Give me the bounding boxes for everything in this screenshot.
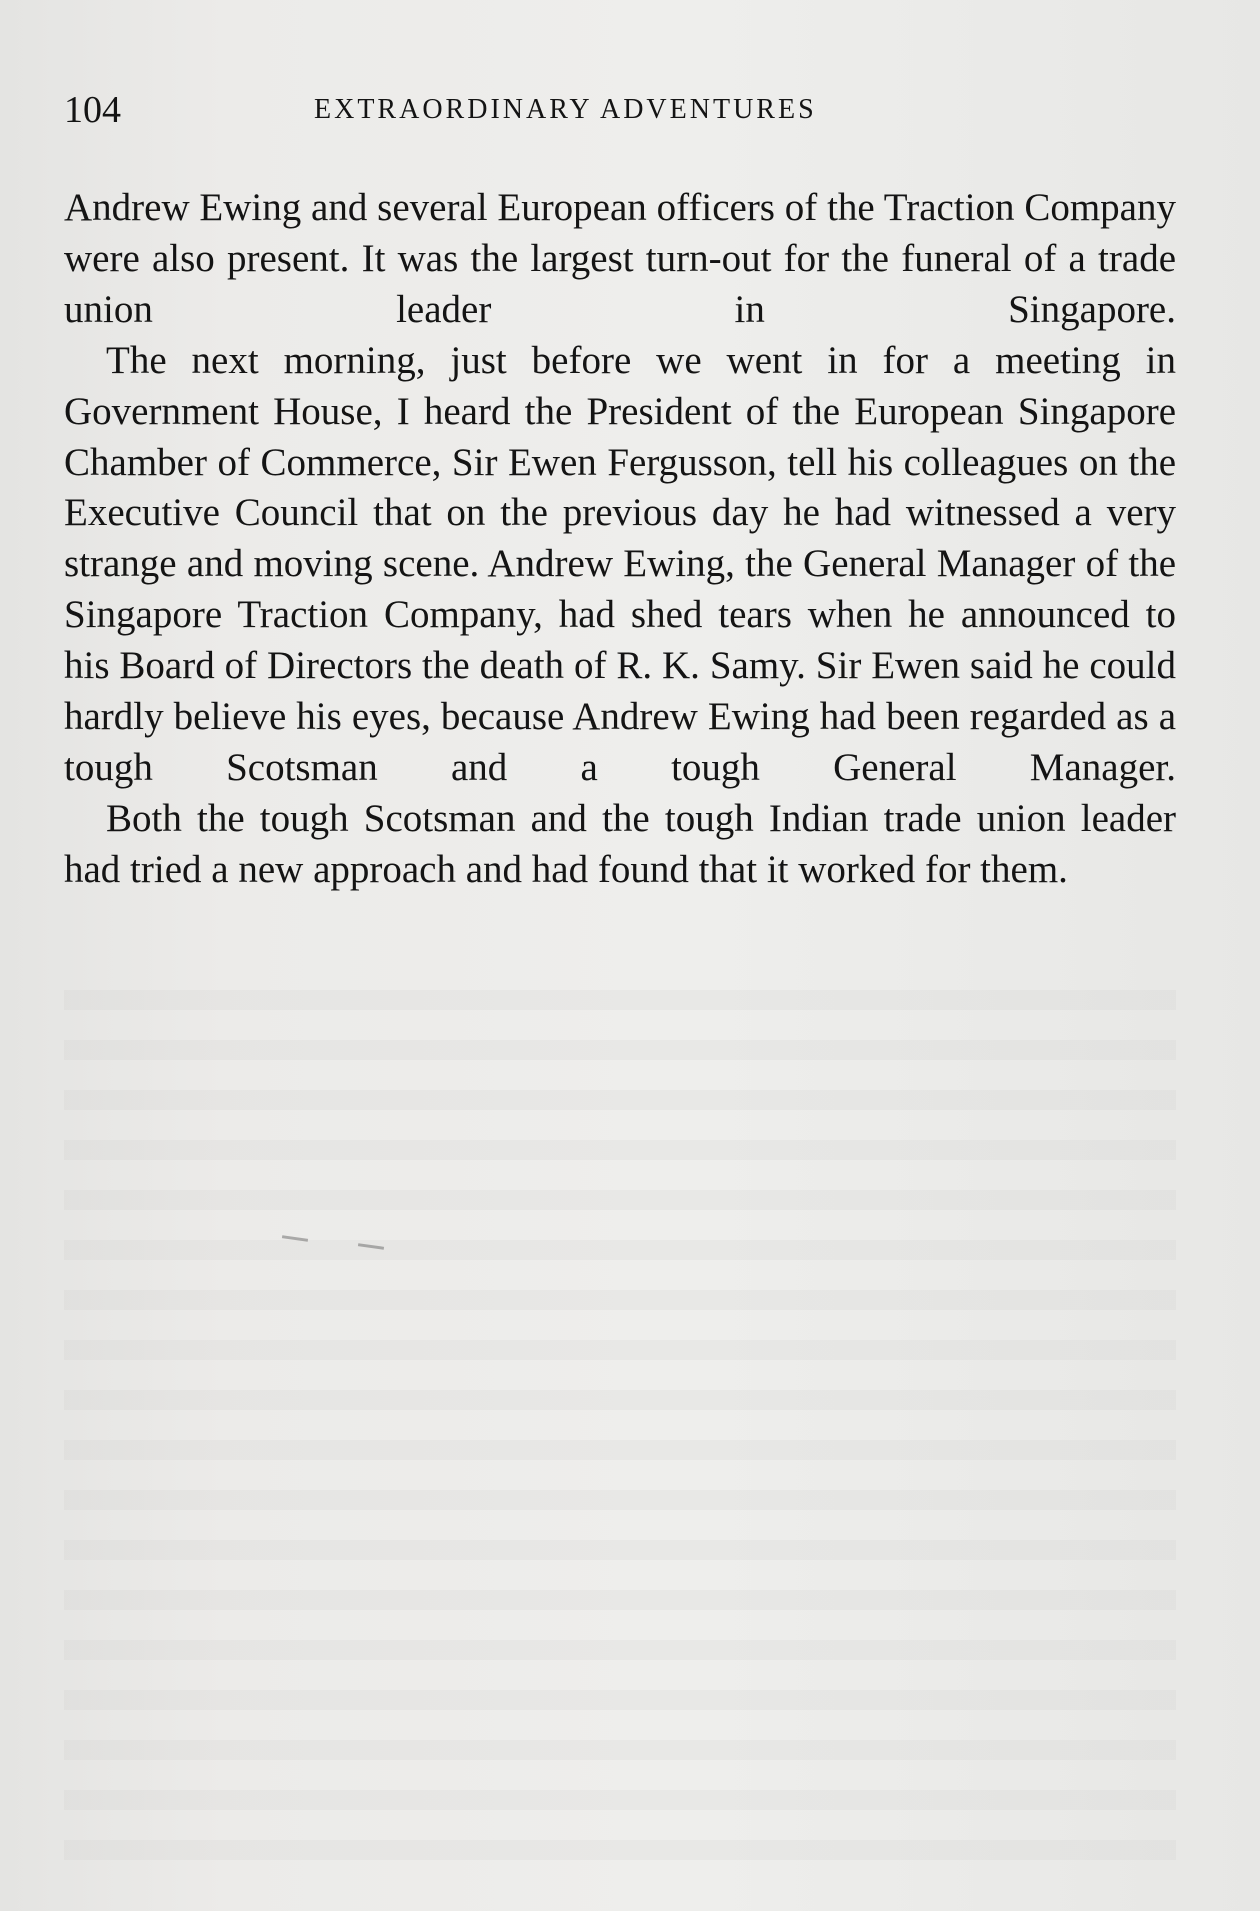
paragraph [64,183,1176,336]
text-line: regarded as a tough Scotsman and a tough General Manager. [64,695,1176,789]
paragraph [64,336,1176,794]
text-line: Company were also present. It was the largest turn-out for the [64,186,1176,280]
text-line: Ewing, the General Manager of the Singapore Traction [64,542,1177,637]
text-line: Andrew Ewing and several European officers of the Traction [64,186,1015,229]
text-line: Directors the death of R. K. Samy. Sir Ewen said he could [267,644,1177,688]
running-title: EXTRAORDINARY ADVENTURES [314,94,817,125]
body-text [64,183,1176,896]
page-header [64,88,1174,132]
text-line: Both the tough Scotsman and the tough Indian trade union [106,796,1066,840]
text-line: day he had witnessed a very strange and moving scene. Andrew [64,491,1176,586]
text-line: hardly believe his eyes, because Andrew Ewing had been [64,695,960,739]
reverse-page-show-through [64,960,1176,1860]
text-line: Company, had shed tears when he announced to his Board of [64,593,1176,688]
text-line: his colleagues on the Executive Council that on the previous [64,440,1177,535]
paragraph [64,794,1176,896]
text-line: Singapore Chamber of Commerce, Sir Ewen Fergusson, tell [64,389,1177,484]
text-line: The next morning, just before we went in for a meeting in [106,338,1176,382]
text-line: funeral of a trade union leader in Singapore. [64,236,1177,331]
page-number: 104 [64,89,121,131]
text-line: leader had tried a new approach and had found that it worked [64,796,1176,891]
text-line: Government House, I heard the President of the European [64,389,1004,433]
text-line: for them. [924,847,1068,891]
